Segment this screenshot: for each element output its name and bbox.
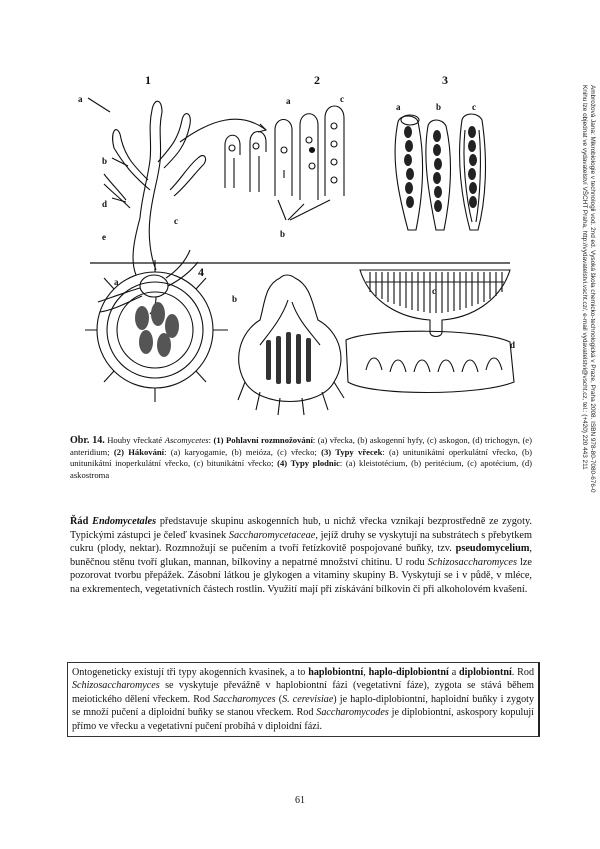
box-text: ( xyxy=(275,693,283,705)
caption-text: : xyxy=(208,435,214,445)
ascomycetes-figure xyxy=(70,70,550,425)
para-text: představuje skupinu askogenních hub, u nichž vřecka vznikají bezprostředně ze zygoty. Typickými zástupci je čeleď kvasinek xyxy=(70,516,532,541)
label-1c: c xyxy=(174,216,178,226)
caption-section-4: (4) Typy plodnic xyxy=(277,458,340,469)
side-citation-line-1: Ambrožová Jana: Mikrobiologie v technologii vod. 2nd ed. Vysoká škola chemicko-technologická v Praze, Praha 2008. ISBN 978-80-7080-676-0 xyxy=(589,85,596,493)
label-3a: a xyxy=(396,102,401,112)
box-text: Ontogeneticky existují tři typy akogenních kvasinek, a to xyxy=(72,667,309,678)
panel-4d-drawing xyxy=(346,331,514,392)
figure-caption xyxy=(70,435,532,481)
label-4a: a xyxy=(114,277,119,287)
para-text: lze pozorovat tvorbu přepážek. Zásobní látkou je glykogen a vitaminy skupiny B. Vyskytují se i v půdě, v mléce, na exkrementech, vegetativních částech rostlin. Využití mají při získávání bílkovin či při alkoholovém kvašení. xyxy=(70,556,532,595)
caption-figure-label: Obr. 14. xyxy=(70,435,105,446)
panel-4a-drawing xyxy=(85,260,228,402)
para-term: pseudomycelium xyxy=(455,543,530,555)
box-taxon: S. cerevisiae xyxy=(282,693,334,705)
body-paragraph xyxy=(70,515,532,597)
caption-section-1: (1) Pohlavní rozmnožování xyxy=(213,435,313,445)
para-taxon: Schizosaccharomyces xyxy=(427,556,517,568)
box-term: diplobiontní xyxy=(459,667,512,678)
caption-text: : (a) karyogamie, (b) meióza, (c) vřecko; xyxy=(164,446,322,457)
box-term: haplobiontní xyxy=(308,667,364,678)
box-text: je diplobiontní, askospory kopulují přímo ve vřecku a vegetativní pučení probíhá v diploidní fázi. xyxy=(72,707,534,732)
panel-1-number: 1 xyxy=(145,73,151,87)
label-1b: b xyxy=(102,156,108,166)
panel-3-number: 3 xyxy=(442,73,448,87)
label-2c: c xyxy=(340,94,344,104)
label-1d: d xyxy=(102,199,108,209)
box-taxon: Saccharomyces xyxy=(213,693,276,705)
box-text: , xyxy=(363,667,369,678)
side-citation-line-2: Knihu lze objednat ve vydavatelství VŠCHT Praha, http://vydavatelstvi.vscht.cz/, e-mail vydavatelstvi@vscht.cz, tel.: (+420) 220 443 211 xyxy=(581,85,588,470)
box-text: . Rod xyxy=(511,667,535,678)
caption-text: : (a) unitunikátní operkulátní vřecko, (b) unitunikátní inoperkulátní vřecko, (c) bitunikátní vřecko; xyxy=(70,446,533,469)
para-text: Řád xyxy=(70,516,93,527)
label-2b: b xyxy=(280,229,286,239)
para-text: , buněčnou stěnu tvoří glukan, mannan, bílkoviny a nepatrné množství chitinu. U rodu xyxy=(70,543,532,568)
box-text: a xyxy=(448,667,460,678)
panel-2-drawing xyxy=(225,106,344,220)
panel-2-number: 2 xyxy=(314,73,320,87)
box-taxon: Saccharomycodes xyxy=(316,707,389,719)
box-taxon: Schizosaccharomyces xyxy=(72,680,160,692)
box-term: haplo-diplobiontní xyxy=(368,667,449,678)
label-4b: b xyxy=(232,294,238,304)
caption-text: : (a) vřecka, (b) askogenní hyfy, (c) askogon, (d) trichogyn, (e) anteridium; xyxy=(70,435,532,457)
para-text: , jejíž druhy se vyskytují na substrátech s přebytkem cukru (plody, nektar). Rozmnožují se pučením a tvoří řetízkovitě pospojované buňky, tzv. xyxy=(70,529,532,555)
boxed-note xyxy=(67,662,540,737)
page-number: 61 xyxy=(295,795,305,806)
panel-4-number: 4 xyxy=(198,265,204,279)
caption-section-3: (3) Typy vřecek xyxy=(321,446,383,457)
label-4c: c xyxy=(432,286,436,296)
para-taxon: Saccharomycetaceae xyxy=(228,529,316,541)
caption-text: : (a) kleistotécium, (b) peritécium, (c) apotécium, (d) askostroma xyxy=(70,458,532,480)
label-2a: a xyxy=(286,96,291,106)
label-1e: e xyxy=(102,232,106,242)
caption-text: Houby vřeckaté xyxy=(104,435,165,445)
para-order-name: Endomycetales xyxy=(92,516,157,527)
box-text: ) je haplo-diplobiontní, haploidní buňky i zygoty se množí pučení a diploidní buňky se stanou vřeckem. Rod xyxy=(72,693,534,719)
caption-section-2: (2) Hákování xyxy=(113,446,165,457)
label-3c: c xyxy=(472,102,476,112)
side-citation xyxy=(572,85,600,695)
box-text: se vyskytuje převážně v haplobiontní fázi (vegetativní fáze), zygota se stává během meiotického dělení vřeckem. Rod xyxy=(72,680,534,705)
caption-taxon: Ascomycetes xyxy=(164,435,209,445)
label-4d: d xyxy=(510,340,516,350)
label-1a: a xyxy=(78,94,83,104)
label-3b: b xyxy=(436,102,442,112)
